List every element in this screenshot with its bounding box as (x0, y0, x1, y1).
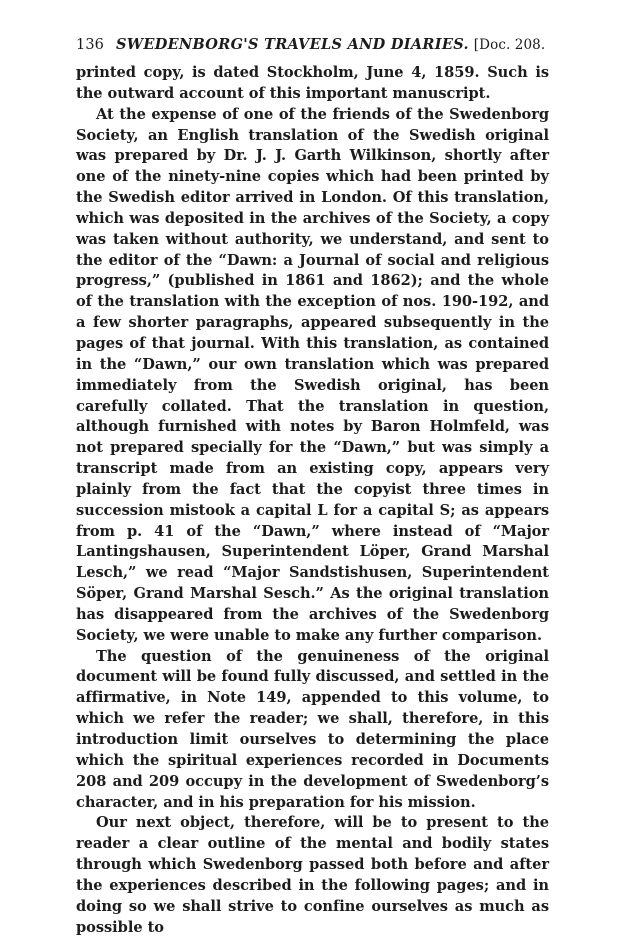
page-number: 136 (76, 37, 104, 53)
paragraph-next-object: Our next object, therefore, will be to present to the reader a clear outline of the mental and bodily states through which Swedenborg passed both before and after the experiences described in the following pages; and in doing so we shall strive to confine ourselves as much as possible to (76, 814, 549, 936)
body-text (76, 63, 549, 938)
running-title: SWEDENBORG'S TRAVELS AND DIARIES. (115, 36, 469, 53)
running-head (76, 36, 549, 54)
paragraph-continued: printed copy, is dated Stockholm, June 4, 1859. Such is the outward account of this important manuscript. (76, 64, 549, 102)
paragraph-genuineness: The question of the genuineness of the original document will be found fully discussed, and settled in the affirmative, in Note 149, appended to this volume, to which we refer the reader; we shall, therefore, in this introduction limit ourselves to determining the place which the spiritual experiences recorded in Documents 208 and 209 occupy in the development of Swedenborg’s character, and in his preparation for his mission. (76, 647, 549, 811)
document-reference: [Doc. 208. (473, 37, 546, 53)
paragraph-translation-history: At the expense of one of the friends of the Swedenborg Society, an English translation of the Swedish original was prepared by Dr. J. J. Garth Wilkinson, shortly after one of the ninety-nine copies which had been printed by the Swedish editor arrived in London. Of this translation, which was deposited in the archives of the Society, a copy was taken without authority, we understand, and sent to the editor of the “Dawn: a Journal of social and religious progress,” (published in 1861 and 1862); and the whole of the translation with the exception of nos. 190-192, and a few shorter paragraphs, appeared subsequently in the pages of that journal. With this translation, as contained in the “Dawn,” our own translation which was prepared immediately from the Swedish original, has been carefully collated. That the translation in question, although furnished with notes by Baron Holmfeld, was not prepared specially for the “Dawn,” but was simply a transcript made from an existing copy, appears very plainly from the fact that the copyist three times in succession mistook a capital L for a capital S; as appears from p. 41 of the “Dawn,” where instead of “Major Lantingshausen, Superintendent Löper, Grand Marshal Lesch,” we read “Major Sandstishusen, Superintendent Söper, Grand Marshal Sesch.” As the original translation has disappeared from the archives of the Swedenborg Society, we were unable to make any further comparison. (76, 105, 549, 644)
